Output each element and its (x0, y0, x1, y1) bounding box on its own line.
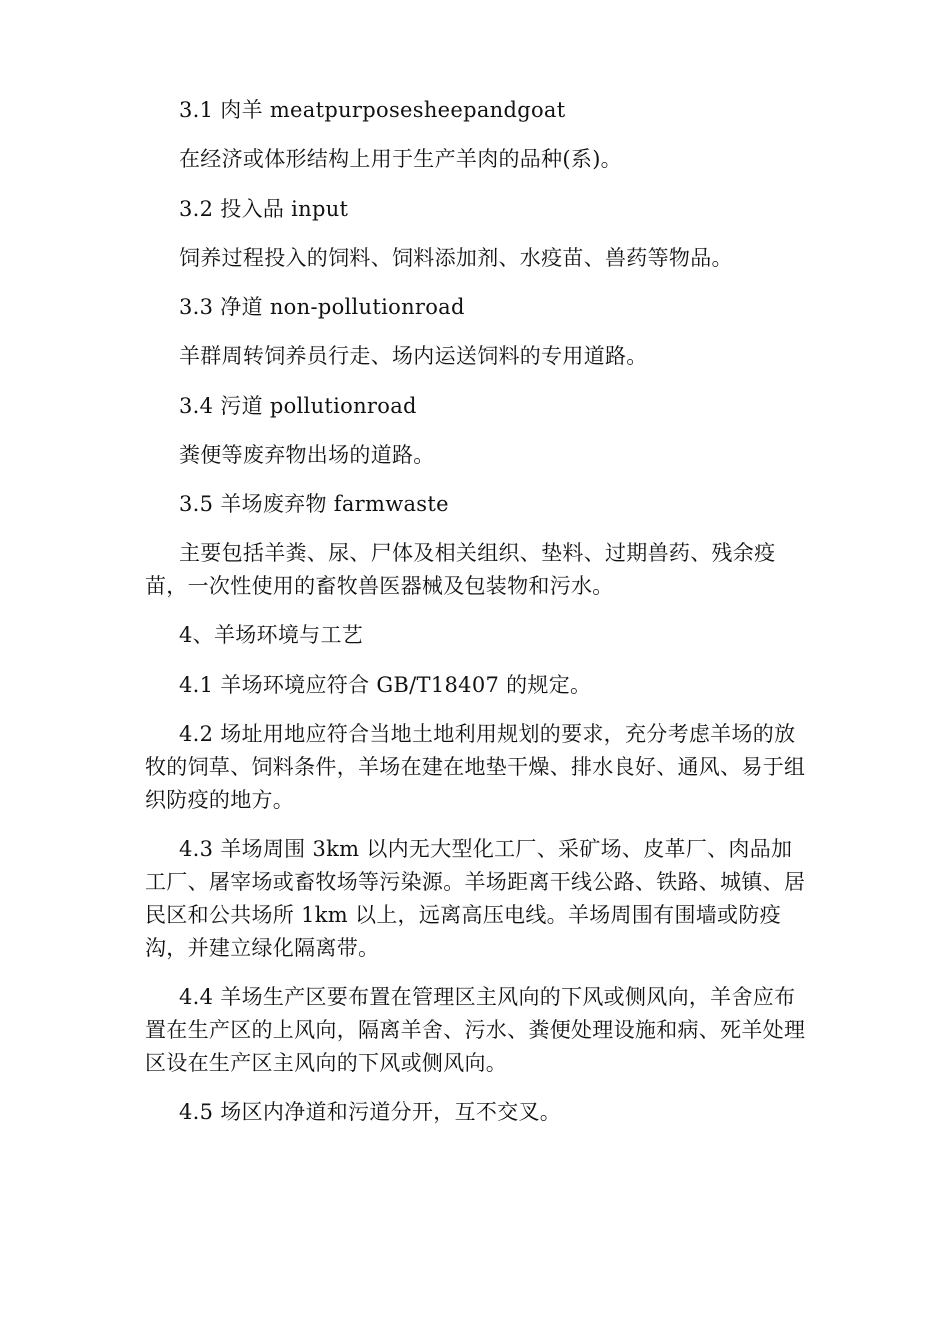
section-heading-3-3: 3.3 净道 non-pollutionroad (179, 295, 465, 319)
clause-4-2: 4.2 场址用地应符合当地土地利用规划的要求，充分考虑羊场的放牧的饲草、饲料条件，羊场在建在地垫干燥、排水良好、通风、易于组织防疫的地方。 (145, 722, 806, 812)
definition-text-3-4: 粪便等废弃物出场的道路。 (179, 443, 435, 467)
clause-4-4: 4.4 羊场生产区要布置在管理区主风向的下风或侧风向，羊舍应布置在生产区的上风向，隔离羊舍、污水、粪便处理设施和病、死羊处理区设在生产区主风向的下风或侧风向。 (145, 985, 806, 1075)
section-heading-4: 4、羊场环境与工艺 (179, 623, 364, 647)
definition-text-3-3: 羊群周转饲养员行走、场内运送饲料的专用道路。 (179, 344, 648, 368)
clause-4-1: 4.1 羊场环境应符合 GB/T18407 的规定。 (179, 673, 592, 697)
clause-4-5: 4.5 场区内净道和污道分开，互不交叉。 (179, 1100, 562, 1124)
clause-4-3: 4.3 羊场周围 3km 以内无大型化工厂、采矿场、皮革厂、肉品加工厂、屠宰场或畜牧场等污染源。羊场距离干线公路、铁路、城镇、居民区和公共场所 1km 以上，远离高压电线。羊场周围有围墙或防疫沟，并建立绿化隔离带。 (145, 837, 806, 960)
section-heading-3-4: 3.4 污道 pollutionroad (179, 394, 417, 418)
definition-text-3-5: 主要包括羊粪、尿、尸体及相关组织、垫料、过期兽药、残余疫苗，一次性使用的畜牧兽医器械及包装物和污水。 (145, 541, 776, 598)
definition-text-3-1: 在经济或体形结构上用于生产羊肉的品种(系)。 (179, 147, 622, 171)
definition-text-3-2: 饲养过程投入的饲料、饲料添加剂、水疫苗、兽药等物品。 (179, 246, 733, 270)
section-heading-3-1: 3.1 肉羊 meatpurposesheepandgoat (179, 98, 566, 122)
section-heading-3-2: 3.2 投入品 input (179, 197, 349, 221)
section-heading-3-5: 3.5 羊场废弃物 farmwaste (179, 492, 449, 516)
